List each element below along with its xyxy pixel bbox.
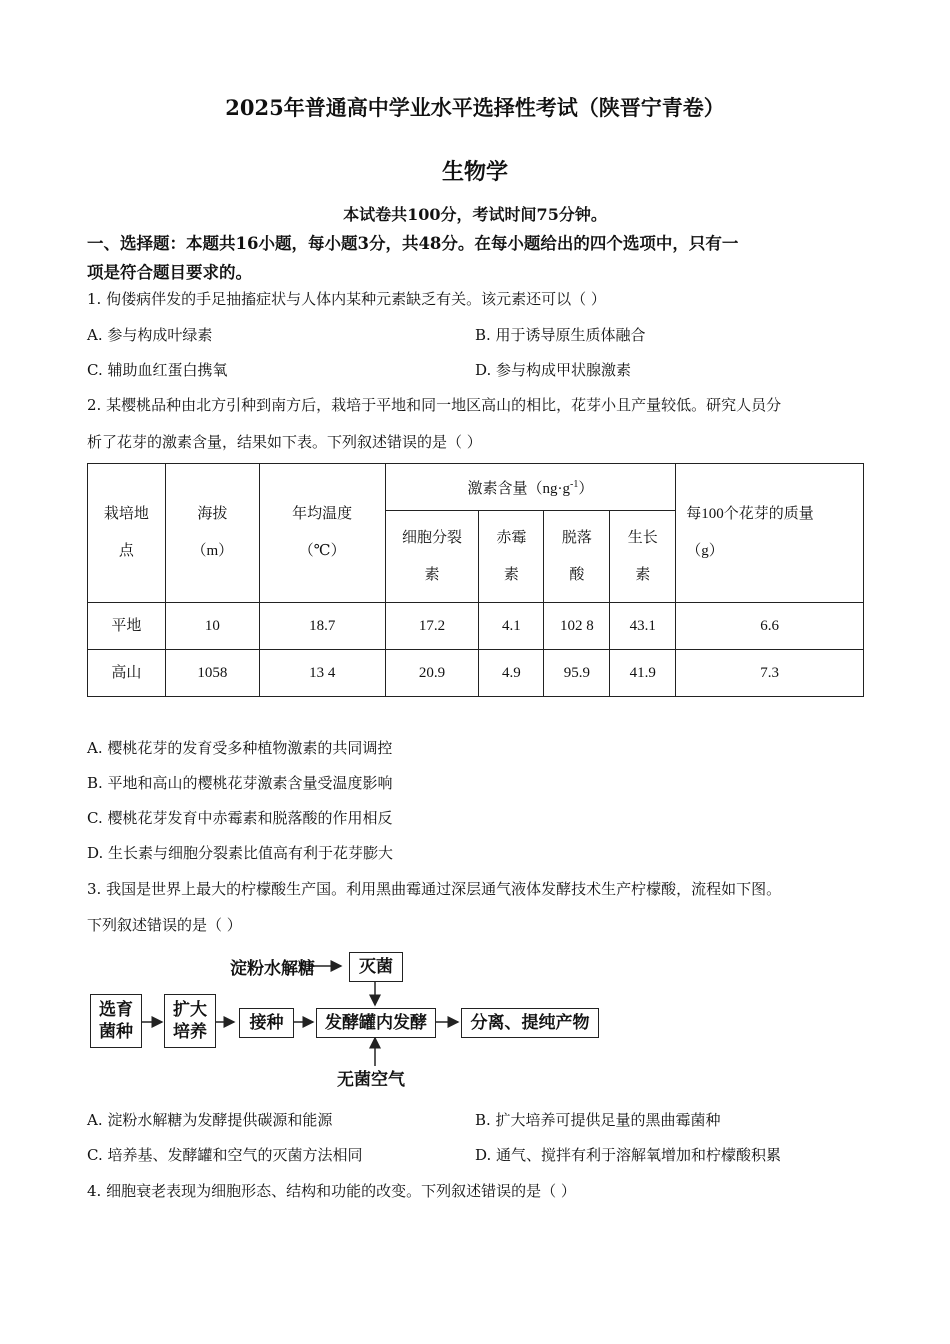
q2-stem-line1: 2. 某樱桃品种由北方引种到南方后，栽培于平地和同一地区高山的相比，花芽小且产量较低。研究人员分 [87,396,782,414]
table-row [88,650,864,697]
fermenter-box: 发酵罐内发酵 [316,1008,436,1038]
header-altitude: 海拔 （m） [165,464,259,603]
separate-purify-box: 分离、提纯产物 [461,1008,599,1038]
cell-site: 平地 [88,603,166,650]
exam-title: 2025年普通高中学业水平选择性考试（陕晋宁青卷） [225,95,725,120]
header-temperature: 年均温度 （℃） [259,464,385,603]
select-strain-box: 选育 菌种 [90,994,142,1048]
subject-title: 生物学 [441,159,508,185]
header-site: 栽培地 点 [88,464,166,603]
q1-option-d: D. 参与构成甲状腺激素 [475,361,632,379]
cell-altitude: 1058 [165,650,259,697]
q2-option-b: B. 平地和高山的樱桃花芽激素含量受温度影响 [87,774,393,792]
header-abscisic-acid: 脱落 酸 [544,511,610,603]
cell-bud-mass: 7.3 [676,650,864,697]
q3-stem-line2: 下列叙述错误的是（ ） [87,916,242,934]
cell-abscisic-acid: 102 8 [544,603,610,650]
cell-altitude: 10 [165,603,259,650]
q3-stem-line1: 3. 我国是世界上最大的柠檬酸生产国。利用黑曲霉通过深层通气液体发酵技术生产柠檬酸，流程如下图。 [87,880,782,898]
starch-hydrolysate-label: 淀粉水解糖 [230,959,315,979]
cell-gibberellin: 4.1 [479,603,544,650]
header-gibberellin: 赤霉 素 [479,511,544,603]
hormone-table [87,463,864,697]
citric-acid-flowchart [87,950,607,1090]
inoculate-box: 接种 [239,1008,294,1038]
cell-cytokinin: 17.2 [385,603,479,650]
cell-auxin: 43.1 [610,603,676,650]
q2-option-c: C. 樱桃花芽发育中赤霉素和脱落酸的作用相反 [87,809,393,827]
header-hormone-content: 激素含量$(ng\cdot g^{-1})$ [385,464,676,511]
cell-temperature: 13 4 [259,650,385,697]
sterilize-box: 灭菌 [349,952,403,982]
cell-auxin: 41.9 [610,650,676,697]
q3-option-b: B. 扩大培养可提供足量的黑曲霉菌种 [475,1111,721,1129]
header-cytokinin: 细胞分裂 素 [385,511,479,603]
cell-bud-mass: 6.6 [676,603,864,650]
q3-option-c: C. 培养基、发酵罐和空气的灭菌方法相同 [87,1146,363,1164]
header-auxin: 生长 素 [610,511,676,603]
q1-option-b: B. 用于诱导原生质体融合 [475,326,646,344]
section-heading-line1: 一、选择题：本题共16小题，每小题3分，共48分。在每小题给出的四个选项中，只有一 [87,234,739,253]
q3-option-d: D. 通气、搅拌有利于溶解氧增加和柠檬酸积累 [475,1146,782,1164]
cell-gibberellin: 4.9 [479,650,544,697]
cell-abscisic-acid: 95.9 [544,650,610,697]
q2-option-a: A. 樱桃花芽的发育受多种植物激素的共同调控 [87,739,393,757]
q4-stem: 4. 细胞衰老表现为细胞形态、结构和功能的改变。下列叙述错误的是（ ） [87,1182,576,1200]
header-bud-mass: 每100个花芽的质量 （g） [676,464,864,603]
section-heading-line2: 项是符合题目要求的。 [87,263,252,282]
cell-temperature: 18.7 [259,603,385,650]
q1-option-c: C. 辅助血红蛋白携氧 [87,361,228,379]
q2-option-d: D. 生长素与细胞分裂素比值高有利于花芽膨大 [87,844,394,862]
cell-site: 高山 [88,650,166,697]
table-row [88,603,864,650]
q2-stem-line2: 析了花芽的激素含量，结果如下表。下列叙述错误的是（ ） [87,433,482,451]
sterile-air-label: 无菌空气 [337,1070,405,1090]
q1-stem: 1. 佝偻病伴发的手足抽搐症状与人体内某种元素缺乏有关。该元素还可以（ ） [87,290,606,308]
cell-cytokinin: 20.9 [385,650,479,697]
exam-info: 本试卷共100分，考试时间75分钟。 [343,205,607,224]
q3-option-a: A. 淀粉水解糖为发酵提供碳源和能源 [87,1111,333,1129]
q1-option-a: A. 参与构成叶绿素 [87,326,213,344]
expand-culture-box: 扩大 培养 [164,994,216,1048]
